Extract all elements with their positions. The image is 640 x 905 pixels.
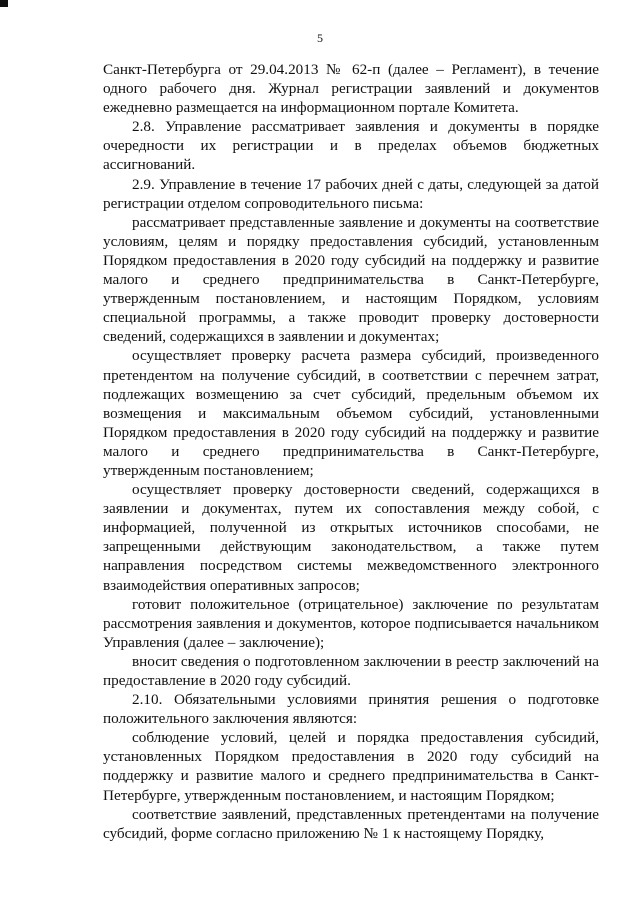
page-number: 5 [317,31,323,45]
paragraph-2-9-item-conclusion: готовит положительное (отрицательное) заключение по результатам рассмотрения заявления и документов, которое подписывается начальником Управления (далее – заключение); [103,595,599,651]
paragraph-2-10: 2.10. Обязательными условиями принятия решения о подготовке положительного заключения являются: [103,691,599,728]
paragraph-2-10-item-compliance: соблюдение условий, целей и порядка предоставления субсидий, установленных Порядком предоставления в 2020 году субсидий на поддержку и развитие малого и среднего предпринимательства в Санкт-Петербурге, утвержденным постановлением, и настоящим Порядком; [103,729,599,804]
paragraph-2-10-item-form: соответствие заявлений, представленных претендентами на получение субсидий, форме согласно приложению № 1 к настоящему Порядку, [103,805,599,842]
document-body [103,60,599,843]
paragraph-2-9-item-calculation: осуществляет проверку расчета размера субсидий, произведенного претендентом на получение субсидий, в соответствии с перечнем затрат, подлежащих возмещению за счет субсидий, предельным объемом их возмещения и максимальным объемом субсидий, установленными Порядком предоставления в 2020 году субсидий на поддержку и развитие малого и среднего предпринимательства в Санкт-Петербурге, утвержденным постановлением; [103,347,599,479]
paragraph-continuation: Санкт-Петербурга от 29.04.2013 № 62-п (далее – Регламент), в течение одного рабочего дня. Журнал регистрации заявлений и документов ежедневно размещается на информационном портале Комитета. [103,61,599,117]
paragraph-2-9-item-registry: вносит сведения о подготовленном заключении в реестр заключений на предоставление в 2020 году субсидий. [103,652,599,689]
paragraph-2-8: 2.8. Управление рассматривает заявления и документы в порядке очередности их регистрации и в пределах объемов бюджетных ассигнований. [103,118,599,174]
paragraph-2-9-item-verification: осуществляет проверку достоверности сведений, содержащихся в заявлении и документах, путем их сопоставления между собой, с информацией, полученной из открытых источников способами, не запрещенными действующим законодательством, а также путем направления посредством системы межведомственного электронного взаимодействия оперативных запросов; [103,481,599,594]
paragraph-2-9: 2.9. Управление в течение 17 рабочих дней с даты, следующей за датой регистрации отделом сопроводительного письма: [103,175,599,212]
scan-corner-mark [0,0,8,7]
paragraph-2-9-item-review: рассматривает представленные заявление и документы на соответствие условиям, целям и порядку предоставления субсидий, установленным Порядком предоставления в 2020 году субсидий на поддержку и развитие малого и среднего предпринимательства в Санкт-Петербурге, утвержденным постановлением, и настоящим Порядком, условиям специальной программы, а также проводит проверку достоверности сведений, содержащихся в заявлении и документах; [103,213,599,346]
